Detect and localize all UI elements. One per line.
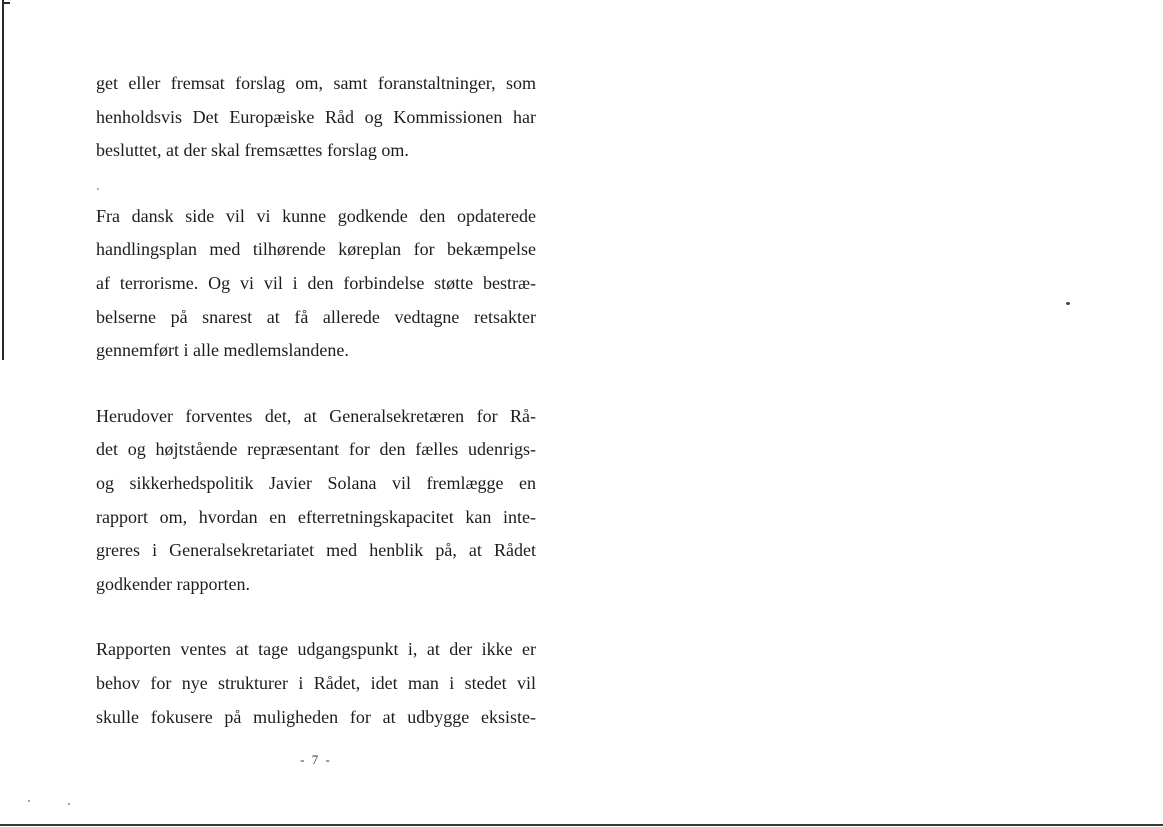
paragraph-2 [96, 200, 536, 368]
text-line: skulle fokusere på muligheden for at udbygge eksiste- [96, 706, 536, 727]
scan-left-edge [2, 0, 4, 360]
scan-bottom-edge [0, 824, 1163, 826]
text-line: Fra dansk side vil vi kunne godkende den opdaterede [96, 205, 536, 226]
text-line: godkender rapporten. [96, 573, 250, 594]
text-line: belserne på snarest at få allerede vedtagne retsakter [96, 306, 536, 327]
text-line: greres i Generalsekretariatet med henblik på, at Rådet [96, 540, 536, 561]
paragraph-1 [96, 67, 536, 168]
text-line: det og højtstående repræsentant for den fælles udenrigs- [96, 439, 536, 460]
text-line: rapport om, hvordan en efterretningskapacitet kan inte- [96, 506, 536, 527]
text-line: gennemført i alle medlemslandene. [96, 340, 349, 361]
scan-speck [1066, 302, 1070, 305]
text-line: besluttet, at der skal fremsættes forslag om. [96, 140, 409, 161]
text-line: behov for nye strukturer i Rådet, idet man i stedet vil [96, 672, 536, 693]
text-line: af terrorisme. Og vi vil i den forbindelse støtte bestræ- [96, 272, 536, 293]
text-line: handlingsplan med tilhørende køreplan for bekæmpelse [96, 239, 536, 260]
paragraph-3 [96, 400, 536, 602]
text-line: og sikkerhedspolitik Javier Solana vil fremlægge en [96, 472, 536, 493]
scan-speck [28, 800, 30, 802]
text-line: Rapporten ventes at tage udgangspunkt i, at der ikke er [96, 639, 536, 660]
body-text [96, 67, 536, 766]
paragraph-4 [96, 633, 536, 734]
text-line: henholdsvis Det Europæiske Råd og Kommissionen har [96, 106, 536, 127]
text-line: Herudover forventes det, at Generalsekretæren for Rå- [96, 405, 536, 426]
text-line: get eller fremsat forslag om, samt foranstaltninger, som [96, 73, 536, 93]
scan-speck [68, 803, 70, 805]
scan-corner-mark [2, 2, 10, 4]
page-number: - 7 - [300, 752, 332, 767]
